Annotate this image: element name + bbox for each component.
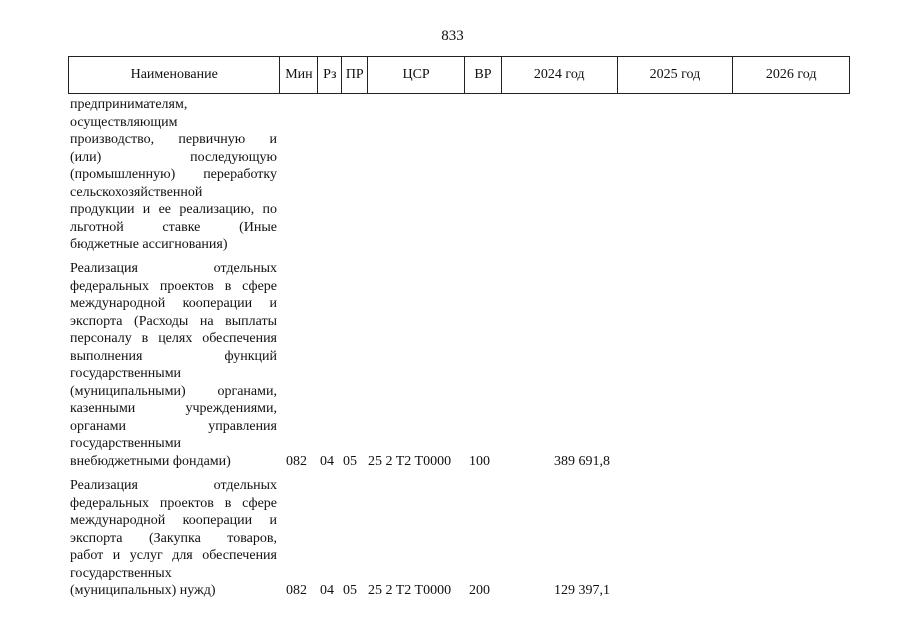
cell-pr: 05	[343, 453, 357, 469]
name-line: Реализация отдельных	[70, 261, 277, 276]
name-line: Реализация отдельных	[70, 478, 277, 493]
name-line: работ и услуг для обеспечения	[70, 548, 277, 563]
name-line: федеральных проектов в сфере	[70, 278, 277, 294]
name-line: экспорта (Расходы на выплаты	[70, 313, 277, 329]
header-pr: ПР	[342, 57, 368, 93]
header-min: Мин	[280, 57, 318, 93]
cell-vr: 200	[469, 583, 490, 598]
name-line: (или) последующую	[70, 149, 277, 165]
header-csr: ЦСР	[368, 57, 465, 93]
name-line: государственными	[70, 366, 182, 381]
cell-min: 082	[286, 583, 307, 598]
header-2026: 2026 год	[765, 67, 817, 82]
header-name: Наименование	[69, 57, 280, 93]
cell-pr: 05	[343, 583, 357, 598]
page-number: 833	[441, 28, 464, 44]
name-line: экспорта (Закупка товаров,	[70, 530, 277, 546]
row-name	[70, 477, 277, 600]
cell-rz: 04	[320, 583, 334, 598]
name-line: внебюджетными фондами)	[70, 453, 231, 469]
cell-min: 082	[286, 453, 307, 469]
name-line: международной кооперации и	[70, 513, 277, 528]
name-line: предпринимателям,	[70, 97, 188, 112]
name-line: органами управления	[70, 418, 277, 434]
name-line: казенными учреждениями,	[70, 401, 277, 416]
header-2024: 2024 год	[502, 57, 618, 93]
name-line: персоналу в целях обеспечения	[70, 331, 277, 346]
name-line: продукции и ее реализацию, по	[70, 202, 277, 217]
name-line: льготной ставке (Иные	[70, 219, 277, 235]
row-name	[70, 260, 277, 470]
cell-csr: 25 2 T2 T0000	[368, 583, 452, 598]
name-line: (муниципальных) нужд)	[70, 583, 216, 598]
cell-2024: 389 691,8	[554, 453, 610, 469]
cell-2024: 129 397,1	[554, 583, 610, 598]
name-line: производство, первичную и	[70, 132, 277, 147]
name-line: федеральных проектов в сфере	[70, 495, 277, 511]
name-line: осуществляющим	[70, 114, 178, 130]
name-line: государственными	[70, 436, 182, 451]
cell-rz: 04	[320, 453, 334, 469]
cell-csr: 25 2 T2 T0000	[368, 453, 452, 469]
name-line: бюджетные ассигнования)	[70, 237, 228, 252]
header-rz: Рз	[318, 57, 342, 93]
header-2025: 2025 год	[618, 57, 734, 93]
header-vr: ВР	[465, 57, 502, 93]
name-line: (промышленную) переработку	[70, 167, 277, 182]
name-line: международной кооперации и	[70, 296, 277, 311]
name-line: государственных	[70, 565, 172, 581]
cell-vr: 100	[469, 453, 490, 469]
name-line: сельскохозяйственной	[70, 184, 203, 200]
name-line: (муниципальными) органами,	[70, 383, 277, 399]
table-header	[68, 56, 850, 94]
name-line: выполнения функций	[70, 348, 277, 364]
row-name	[70, 96, 277, 254]
